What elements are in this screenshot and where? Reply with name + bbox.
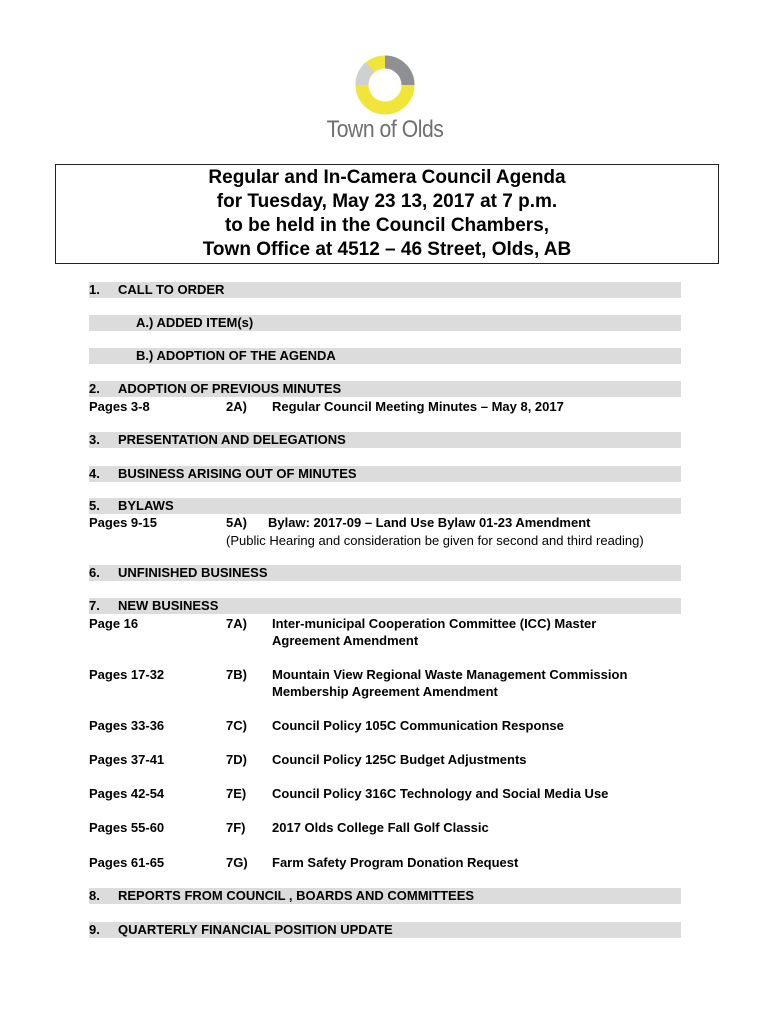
item-7a-line1: Inter-municipal Cooperation Committee (ICC) Master (272, 616, 597, 631)
section-5-number: 5. (89, 498, 100, 513)
section-9-number: 9. (89, 922, 100, 937)
section-1b-title: B.) ADOPTION OF THE AGENDA (136, 348, 336, 363)
item-7g-text: Farm Safety Program Donation Request (272, 855, 519, 870)
section-8-number: 8. (89, 888, 100, 903)
item-7f-code: 7F) (226, 820, 246, 835)
item-7c-pages: Pages 33-36 (89, 718, 165, 733)
item-7c-code: 7C) (226, 718, 247, 733)
item-7g-code: 7G) (226, 855, 248, 870)
title-line-4: Town Office at 4512 – 46 Street, Olds, AB (202, 239, 572, 260)
town-logo-icon (354, 54, 416, 116)
item-7e-text: Council Policy 316C Technology and Social Media Use (272, 786, 609, 801)
agenda-title-box (55, 164, 719, 264)
section-4-number: 4. (89, 466, 100, 481)
section-1a-title: A.) ADDED ITEM(s) (136, 315, 254, 330)
section-4-title: BUSINESS ARISING OUT OF MINUTES (118, 466, 357, 481)
item-7a-line2: Agreement Amendment (272, 633, 419, 648)
section-8-title: REPORTS FROM COUNCIL , BOARDS AND COMMITTEES (118, 888, 475, 903)
section-1-title: CALL TO ORDER (118, 282, 225, 297)
item-7b-pages: Pages 17-32 (89, 667, 165, 682)
section-5-pages: Pages 9-15 (89, 515, 157, 530)
item-7d-code: 7D) (226, 752, 247, 767)
item-7b-line1: Mountain View Regional Waste Management Commission (272, 667, 628, 682)
item-5a-code: 5A) (226, 515, 247, 530)
item-7c-text: Council Policy 105C Communication Response (272, 718, 564, 733)
section-7-number: 7. (89, 598, 100, 613)
section-6-number: 6. (89, 565, 100, 580)
item-7f-pages: Pages 55-60 (89, 820, 165, 835)
item-7f-text: 2017 Olds College Fall Golf Classic (272, 820, 489, 835)
item-7g-pages: Pages 61-65 (89, 855, 165, 870)
section-bar (89, 498, 681, 514)
item-5a-text: Bylaw: 2017-09 – Land Use Bylaw 01-23 Amendment (268, 515, 591, 530)
title-line-3: to be held in the Council Chambers, (224, 215, 550, 236)
section-1-number: 1. (89, 282, 100, 297)
section-2-pages: Pages 3-8 (89, 399, 150, 414)
item-2a-code: 2A) (226, 399, 247, 414)
section-5-title: BYLAWS (118, 498, 174, 513)
section-6-title: UNFINISHED BUSINESS (118, 565, 268, 580)
item-7a-pages: Page 16 (89, 616, 139, 631)
item-7e-pages: Pages 42-54 (89, 786, 165, 801)
section-7-title: NEW BUSINESS (118, 598, 219, 613)
logo-text: Town of Olds (326, 116, 444, 143)
section-3-number: 3. (89, 432, 100, 447)
item-5a-note: (Public Hearing and consideration be given for second and third reading) (226, 533, 644, 548)
section-3-title: PRESENTATION AND DELEGATIONS (118, 432, 346, 447)
item-7b-line2: Membership Agreement Amendment (272, 684, 498, 699)
title-line-2: for Tuesday, May 23 13, 2017 at 7 p.m. (216, 191, 558, 212)
section-9-title: QUARTERLY FINANCIAL POSITION UPDATE (118, 922, 393, 937)
item-2a-text: Regular Council Meeting Minutes – May 8, 2017 (272, 399, 564, 414)
item-7b-code: 7B) (226, 667, 247, 682)
section-2-title: ADOPTION OF PREVIOUS MINUTES (118, 381, 342, 396)
item-7d-text: Council Policy 125C Budget Adjustments (272, 752, 527, 767)
title-line-1: Regular and In-Camera Council Agenda (208, 167, 566, 188)
item-7a-code: 7A) (226, 616, 247, 631)
section-2-number: 2. (89, 381, 100, 396)
item-7d-pages: Pages 37-41 (89, 752, 165, 767)
item-7e-code: 7E) (226, 786, 247, 801)
